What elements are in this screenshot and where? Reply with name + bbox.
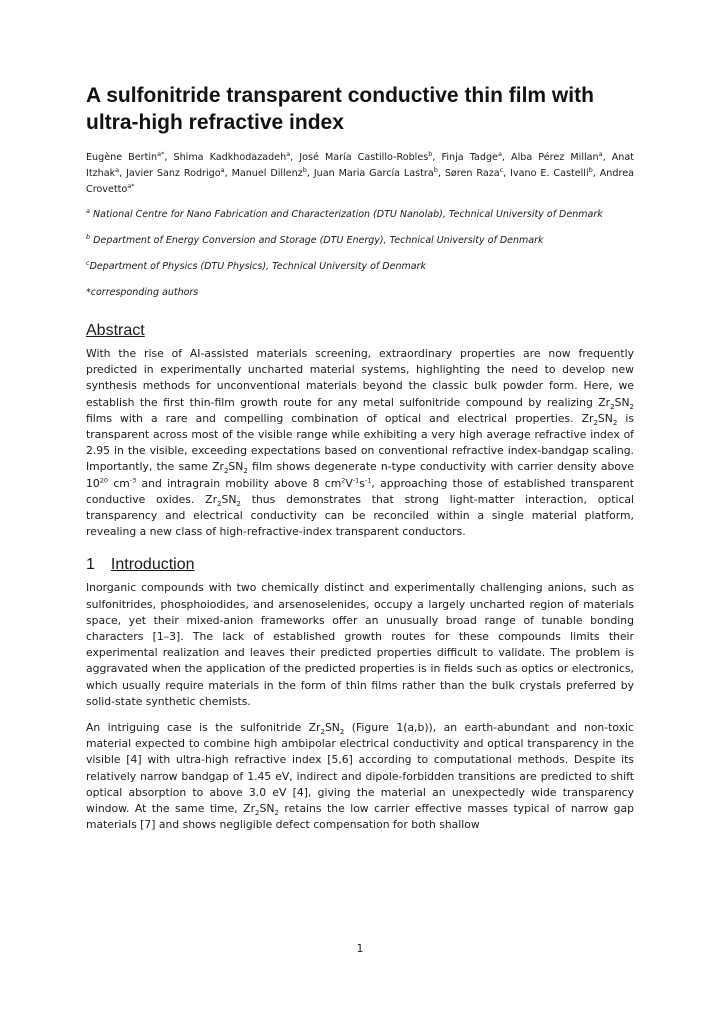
corresponding-note: *corresponding authors	[86, 287, 199, 298]
author-affiliation-mark: a*	[157, 149, 165, 158]
author-affiliation-mark: b	[433, 165, 438, 174]
formula-zr2sn2: $Zr_2SN_2$	[598, 395, 634, 411]
author-affiliation-mark: a	[497, 149, 502, 158]
affiliation-mark: a	[86, 206, 90, 215]
section-heading-introduction	[86, 556, 634, 574]
author-name: Finja Tadge	[441, 152, 498, 163]
author-affiliation-mark: c	[499, 165, 504, 174]
author-name: Anat Itzhak	[86, 152, 635, 179]
author-affiliation-mark: a*	[127, 181, 135, 190]
section-title: Introduction	[110, 556, 195, 574]
paper-title: A sulfonitride transparent conductive thin film with ultra-high refractive index	[86, 84, 594, 134]
affiliation-text: Department of Physics (DTU Physics), Technical University of Denmark	[89, 261, 426, 272]
author-name: Eugène Bertin	[86, 152, 158, 163]
author-name: Juan Maria García Lastra	[313, 168, 434, 179]
author-name: Shima Kadkhodazadeh	[173, 152, 287, 163]
author-name: Andrea Crovetto	[86, 168, 634, 195]
affiliation-list	[86, 208, 634, 300]
author-affiliation-mark: b	[588, 165, 593, 174]
author-affiliation-mark: a	[598, 149, 603, 158]
formula-zr2sn2: $Zr_2SN_2$	[205, 492, 241, 508]
affiliation-a	[86, 208, 634, 222]
section-number: 1	[86, 556, 95, 574]
author-name: Javier Sanz Rodrigo	[126, 168, 221, 179]
formula-zr2sn2: $Zr_2SN_2$	[243, 802, 279, 818]
page-number: 1	[356, 943, 364, 955]
author-name: Alba Pérez Millan	[511, 152, 599, 163]
author-name: José María Castillo-Robles	[299, 152, 429, 163]
affiliation-text: National Centre for Nano Fabrication and Characterization (DTU Nanolab), Technical University of Denmark	[93, 209, 603, 220]
author-name: Søren Raza	[444, 168, 500, 179]
formula-zr2sn2: $Zr_2SN_2$	[581, 411, 618, 427]
affiliation-text: Department of Energy Conversion and Storage (DTU Energy), Technical University of Denmark	[93, 235, 544, 246]
author-affiliation-mark: a	[286, 149, 291, 158]
formula-zr2sn2: $Zr_2SN_2$	[212, 460, 248, 476]
abstract-paragraph: With the rise of AI-assisted materials screening, extraordinary properties are now frequently predicted in experimentally uncharted material systems, highlighting the need to develop new synthesis methods for unconventional materials beyond the classic bulk powder form. Here, we establish the first thin-film growth route for any metal sulfonitride compound by realizing $Zr_2SN_2$ films with a rare and compelling combination of optical and electrical properties. $Zr_2SN_2$ is transparent across most of the visible range while exhibiting a very high average refractive index of 2.95 in the visible, exceeding expectations based on conventional refractive index-bandgap scaling. Importantly, the same $Zr_2SN_2$ film shows degenerate n-type conductivity with carrier density above $10^{20}$ $cm^{-3}$ and intragrain mobility above 8 $cm^2V^{-1}s^{-1}$, approaching those of established transparent conductive oxides. $Zr_2SN_2$ thus demonstrates that strong light-matter interaction, optical transparency and electrical conductivity can be reconciled within a single material platform, revealing a new class of high-refractive-index transparent conductors.	[86, 347, 634, 539]
formula-zr2sn2: $Zr_2SN_2$	[308, 721, 345, 737]
affiliation-c	[86, 260, 634, 274]
affiliation-mark: b	[86, 232, 91, 241]
author-affiliation-mark: b	[302, 165, 307, 174]
author-list: Eugène Bertin$^{a*}$, Shima Kadkhodazadeh$^a$, José María Castillo-Robles$^b$, Finja Tadge$^a$, Alba Pérez Millan$^a$, Anat Itzhak$^a$, Javier Sanz Rodrigo$^a$, Manuel Dillenz$^b$, Juan Maria García Lastra$^b$, Søren Raza$^c$, Ivano E. Castelli$^b$, Andrea Crovetto$^{a*}$	[86, 149, 635, 195]
author-affiliation-mark: b	[428, 149, 433, 158]
intro-paragraph-2: An intriguing case is the sulfonitride $Zr_2SN_2$ (Figure 1(a,b)), an earth-abundant and non-toxic material expected to combine high ambipolar electrical conductivity and optical transparency in the visible [4] with ultra-high refractive index [5,6] according to computational methods. Despite its relatively narrow bandgap of 1.45 eV, indirect and dipole-forbidden transitions are predicted to shift optical absorption to above 3.0 eV [4], giving the material an unexpectedly wide transparency window. At the same time, $Zr_2SN_2$ retains the low carrier effective masses typical of narrow gap materials [7] and shows negligible defect compensation for both shallow	[86, 721, 634, 832]
author-affiliation-mark: a	[220, 165, 225, 174]
author-name: Manuel Dillenz	[231, 168, 303, 179]
abstract-heading: Abstract	[86, 322, 145, 339]
author-name: Ivano E. Castelli	[510, 168, 589, 179]
affiliation-mark: c	[86, 258, 90, 267]
affiliation-b	[86, 234, 634, 248]
author-affiliation-mark: a	[115, 165, 120, 174]
intro-paragraph-1: Inorganic compounds with two chemically distinct and experimentally challenging anions, such as sulfonitrides, phosphoiodides, and arsenoselenides, occupy a largely uncharted region of materials space, yet their mixed-anion frameworks offer an unusually broad range of tunable bonding characters [1–3]. The lack of established growth routes for these compounds limits their experimental realization and leaves their predicted properties difficult to validate. The problem is aggravated when the application of the predicted properties is in fields such as optics or electronics, which usually require materials in the form of thin films rather than the bulk crystals preferred by solid-state synthetic chemists.	[86, 581, 634, 708]
